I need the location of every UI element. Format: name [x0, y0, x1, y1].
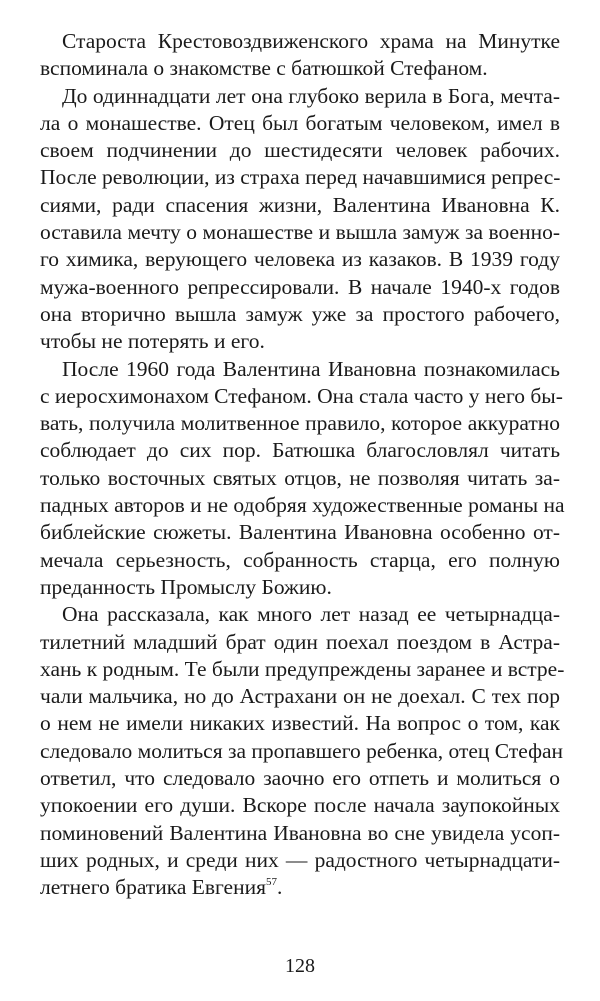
text-line: Староста Крестовоздвиженского храма на Минутке	[62, 29, 560, 53]
text-line: го химика, верующего человека из казаков. В 1939 году	[40, 247, 560, 272]
text-line: ответил, что следовало заочно его отпеть и молиться о	[40, 766, 560, 791]
text-line: упокоении его души. Вскоре после начала заупокойных	[40, 793, 560, 818]
text-line: своем подчинении до шестидесяти человек рабочих.	[40, 138, 560, 163]
text-line: соблюдает до сих пор. Батюшка благословлял читать	[40, 438, 560, 463]
text-line: До одиннадцати лет она глубоко верила в Бога, мечта-	[62, 83, 560, 108]
text-line: летнего братика Евгения$^{57}$.	[40, 875, 283, 900]
text-line: только восточных святых отцов, не позволяя читать за-	[40, 465, 560, 490]
text-line: Она рассказала, как много лет назад ее четырнадца-	[62, 602, 560, 627]
text-line: мечала серьезность, собранность старца, его полную	[40, 547, 560, 572]
text-line: библейские сюжеты. Валентина Ивановна особенно от-	[40, 520, 560, 545]
text-line: преданность Промыслу Божию.	[40, 574, 332, 599]
footnote-marker[interactable]: 57	[266, 876, 278, 889]
text-line: следовало молиться за пропавшего ребенка, отец Стефан	[40, 738, 564, 763]
text-line: хань к родным. Те были предупреждены заранее и встре-	[40, 656, 565, 681]
text-line: оставила мечту о монашестве и вышла замуж за военно-	[40, 220, 560, 245]
text-line: падных авторов и не одобряя художественные романы на	[40, 493, 565, 518]
paragraph	[40, 83, 560, 356]
text-line: чали мальчика, но до Астрахани он не доехал. С тех пор	[40, 684, 560, 709]
text-line: ших родных, и среди них — радостного четырнадцати-	[40, 847, 560, 872]
text-line: она вторично вышла замуж уже за простого рабочего,	[40, 301, 560, 326]
paragraph	[40, 601, 565, 901]
page-body	[40, 28, 565, 902]
text-line: мужа-военного репрессировали. В начале 1940-х годов	[40, 274, 560, 299]
text-line: вспоминала о знакомстве с батюшкой Стефаном.	[40, 56, 488, 81]
text-line: поминовений Валентина Ивановна во сне увидела усоп-	[40, 820, 560, 845]
text-line: с иеросхимонахом Стефаном. Она стала часто у него бы-	[40, 383, 563, 408]
text-line: вать, получила молитвенное правило, которое аккуратно	[40, 411, 560, 436]
text-line: чтобы не потерять и его.	[40, 329, 265, 354]
text-line: После революции, из страха перед начавшимися репрес-	[40, 165, 561, 190]
text-line: ла о монашестве. Отец был богатым человеком, имел в	[40, 110, 560, 135]
paragraph	[40, 356, 565, 602]
text-line: После 1960 года Валентина Ивановна познакомилась	[62, 356, 560, 381]
paragraph	[40, 28, 560, 83]
final-punctuation: .	[277, 875, 283, 900]
text-line: о нем не имели никаких известий. На вопрос о том, как	[40, 711, 560, 736]
page-number: 128	[285, 955, 315, 977]
text-line: тилетний младший брат один поехал поездом в Астра-	[40, 629, 560, 654]
text-line: сиями, ради спасения жизни, Валентина Ивановна К.	[40, 192, 560, 217]
